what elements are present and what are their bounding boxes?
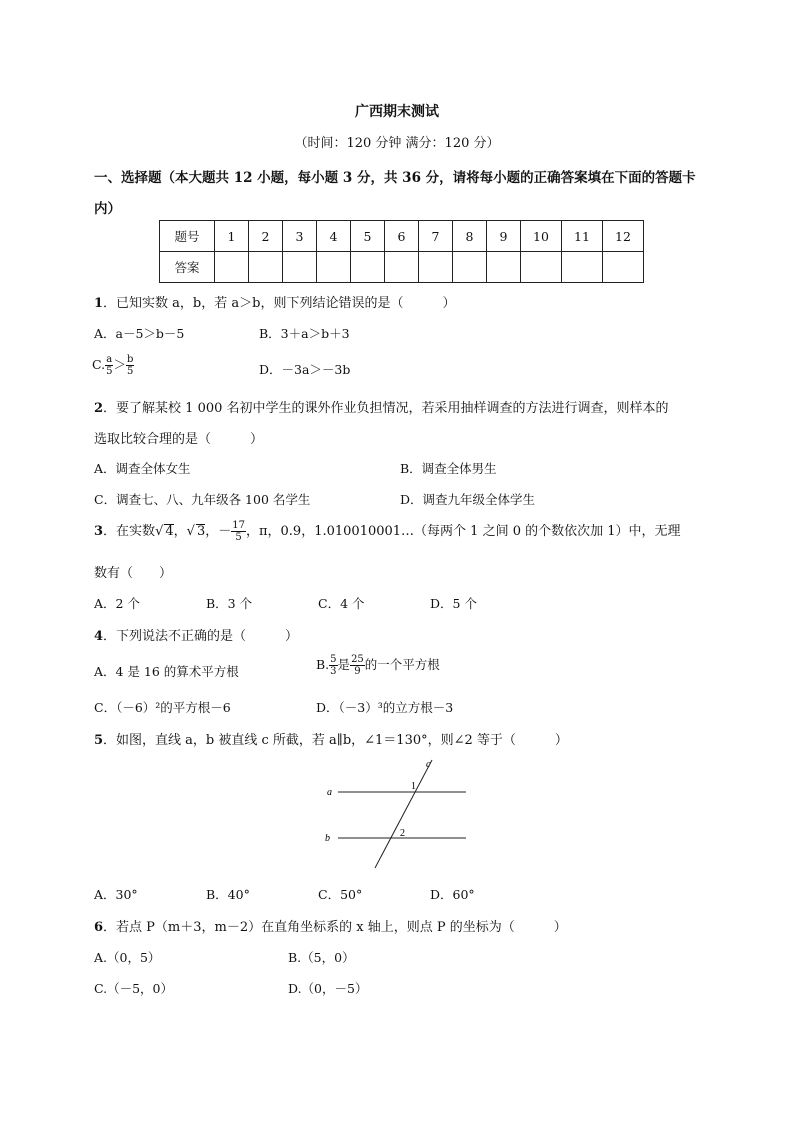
- question-number: 3: [94, 524, 104, 539]
- answer-cell[interactable]: [487, 252, 521, 283]
- table-number-cell: 2: [249, 221, 283, 252]
- answer-cell[interactable]: [351, 252, 385, 283]
- page-title: 广西期末测试: [355, 104, 439, 120]
- answer-cell[interactable]: [249, 252, 283, 283]
- question-text: ．如图，直线 a，b 被直线 c 所截，若 a∥b，∠1＝130°，则∠2 等于（ ）: [103, 733, 568, 748]
- answer-cell[interactable]: [215, 252, 249, 283]
- relation-symbol: ＞: [113, 357, 126, 372]
- answer-cell[interactable]: [603, 252, 644, 283]
- answer-cell[interactable]: [283, 252, 317, 283]
- table-number-cell: 1: [215, 221, 249, 252]
- table-number-cell: 3: [283, 221, 317, 252]
- q5-option-a: A．30°: [94, 887, 138, 902]
- option-prefix: C.: [92, 357, 106, 372]
- answer-table: [159, 220, 644, 283]
- q6-option-a: A.（0，5）: [94, 950, 161, 965]
- q6-option-d: D.（0，－5）: [288, 981, 368, 996]
- table-row-label-number: 题号: [160, 221, 215, 252]
- separator: ，－: [205, 524, 232, 539]
- fraction: [231, 520, 246, 543]
- q4-option-d: D．（－3）³的立方根－3: [316, 700, 454, 715]
- q5-option-b: B．40°: [206, 887, 250, 902]
- table-row-label-answer: 答案: [160, 252, 215, 283]
- table-number-cell: 6: [385, 221, 419, 252]
- q3-option-c: C．4 个: [318, 596, 365, 611]
- table-number-cell: 5: [351, 221, 385, 252]
- fraction-numerator: 5: [330, 654, 337, 665]
- table-number-cell: 7: [419, 221, 453, 252]
- fraction-denominator: 5: [235, 532, 242, 543]
- option-text: 是: [337, 657, 351, 672]
- question-text: ．已知实数 a，b，若 a＞b，则下列结论错误的是（ ）: [103, 296, 456, 311]
- q5-option-d: D．60°: [430, 887, 475, 902]
- q4-option-a: A．4 是 16 的算术平方根: [94, 664, 239, 679]
- section-heading-line1: 一、选择题（本大题共 12 小题，每小题 3 分，共 36 分，请将每小题的正确答案填在下面的答题卡: [94, 170, 696, 186]
- option-prefix: B.: [316, 657, 330, 672]
- q2-option-d: D．调查九年级全体学生: [400, 492, 536, 507]
- q3-option-b: B．3 个: [206, 596, 253, 611]
- question-5: [94, 729, 568, 748]
- q4-option-c: C．（－6）²的平方根－6: [94, 700, 231, 715]
- answer-cell[interactable]: [317, 252, 351, 283]
- table-number-cell: 9: [487, 221, 521, 252]
- q6-option-c: C.（－5，0）: [94, 981, 173, 996]
- question-text: ．下列说法不正确的是（ ）: [103, 629, 299, 644]
- answer-cell[interactable]: [453, 252, 487, 283]
- section-heading-line2: 内）: [94, 201, 121, 217]
- table-number-cell: 10: [521, 221, 562, 252]
- q2-option-b: B．调查全体男生: [400, 461, 497, 476]
- question-3: [94, 520, 681, 543]
- answer-cell[interactable]: [562, 252, 603, 283]
- question-number: 5: [94, 733, 104, 748]
- question-1: [94, 292, 455, 311]
- page-subtitle: （时间：120 分钟 满分：120 分）: [294, 136, 500, 151]
- question-number: 6: [94, 920, 104, 935]
- sqrt-radicand: 3: [196, 524, 206, 539]
- q1-option-b: B．3＋a＞b＋3: [259, 326, 350, 341]
- answer-cell[interactable]: [385, 252, 419, 283]
- fraction-numerator: b: [126, 354, 134, 365]
- option-text: 的一个平方根: [364, 657, 440, 672]
- question-number: 1: [94, 296, 104, 311]
- parallel-lines-figure: [320, 758, 470, 870]
- label-a: a: [327, 787, 332, 798]
- answer-cell[interactable]: [419, 252, 453, 283]
- sqrt-radicand: 4: [165, 524, 174, 539]
- table-number-cell: 8: [453, 221, 487, 252]
- label-b: b: [325, 833, 330, 844]
- table-number-cell: 4: [317, 221, 351, 252]
- question-3-line2: 数有（ ）: [94, 566, 173, 581]
- line-c: [375, 760, 432, 868]
- question-number: 4: [94, 629, 104, 644]
- q3-option-d: D．5 个: [430, 596, 477, 611]
- q5-option-c: C．50°: [318, 887, 363, 902]
- separator: ，: [173, 524, 187, 539]
- question-prefix: ．在实数: [103, 524, 156, 539]
- question-4: [94, 625, 298, 644]
- question-2: [94, 397, 669, 416]
- fraction-denominator: 3: [330, 666, 337, 677]
- q1-option-d: D．－3a＞－3b: [259, 362, 351, 377]
- fraction-numerator: a: [106, 354, 113, 365]
- fraction-numerator: 25: [351, 654, 364, 665]
- angle-label-1: 1: [411, 781, 416, 792]
- fraction: [350, 654, 365, 677]
- angle-label-2: 2: [400, 828, 405, 839]
- fraction: [126, 354, 134, 377]
- sqrt-icon: √: [186, 524, 195, 539]
- q3-option-a: A．2 个: [94, 596, 140, 611]
- answer-table-answer-row: [160, 252, 644, 283]
- question-2-line2: 选取比较合理的是（ ）: [94, 432, 264, 447]
- question-number: 2: [94, 401, 104, 416]
- q1-option-c: [92, 354, 134, 377]
- label-c: c: [426, 759, 431, 770]
- answer-table-number-row: [160, 221, 644, 252]
- q2-option-c: C．调查七、八、九年级各 100 名学生: [94, 492, 311, 507]
- question-6: [94, 916, 567, 935]
- answer-cell[interactable]: [521, 252, 562, 283]
- fraction: [329, 654, 337, 677]
- fraction-denominator: 5: [106, 366, 113, 377]
- q6-option-b: B.（5，0）: [288, 950, 355, 965]
- fraction-denominator: 5: [127, 366, 134, 377]
- sqrt-icon: √: [155, 524, 164, 539]
- question-text: ．要了解某校 1 000 名初中学生的课外作业负担情况，若采用抽样调查的方法进行调查，则样本的: [103, 401, 669, 416]
- fraction-denominator: 9: [354, 666, 361, 677]
- q1-option-a: A．a－5＞b－5: [94, 326, 185, 341]
- table-number-cell: 11: [562, 221, 603, 252]
- fraction-numerator: 17: [232, 520, 245, 531]
- table-number-cell: 12: [603, 221, 644, 252]
- q2-option-a: A．调查全体女生: [94, 461, 191, 476]
- q4-option-b: [316, 654, 440, 677]
- question-text: ，π，0.9，1.010010001…（每两个 1 之间 0 的个数依次加 1）中，无理: [245, 524, 681, 539]
- question-text: ．若点 P（m＋3，m－2）在直角坐标系的 x 轴上，则点 P 的坐标为（ ）: [103, 920, 567, 935]
